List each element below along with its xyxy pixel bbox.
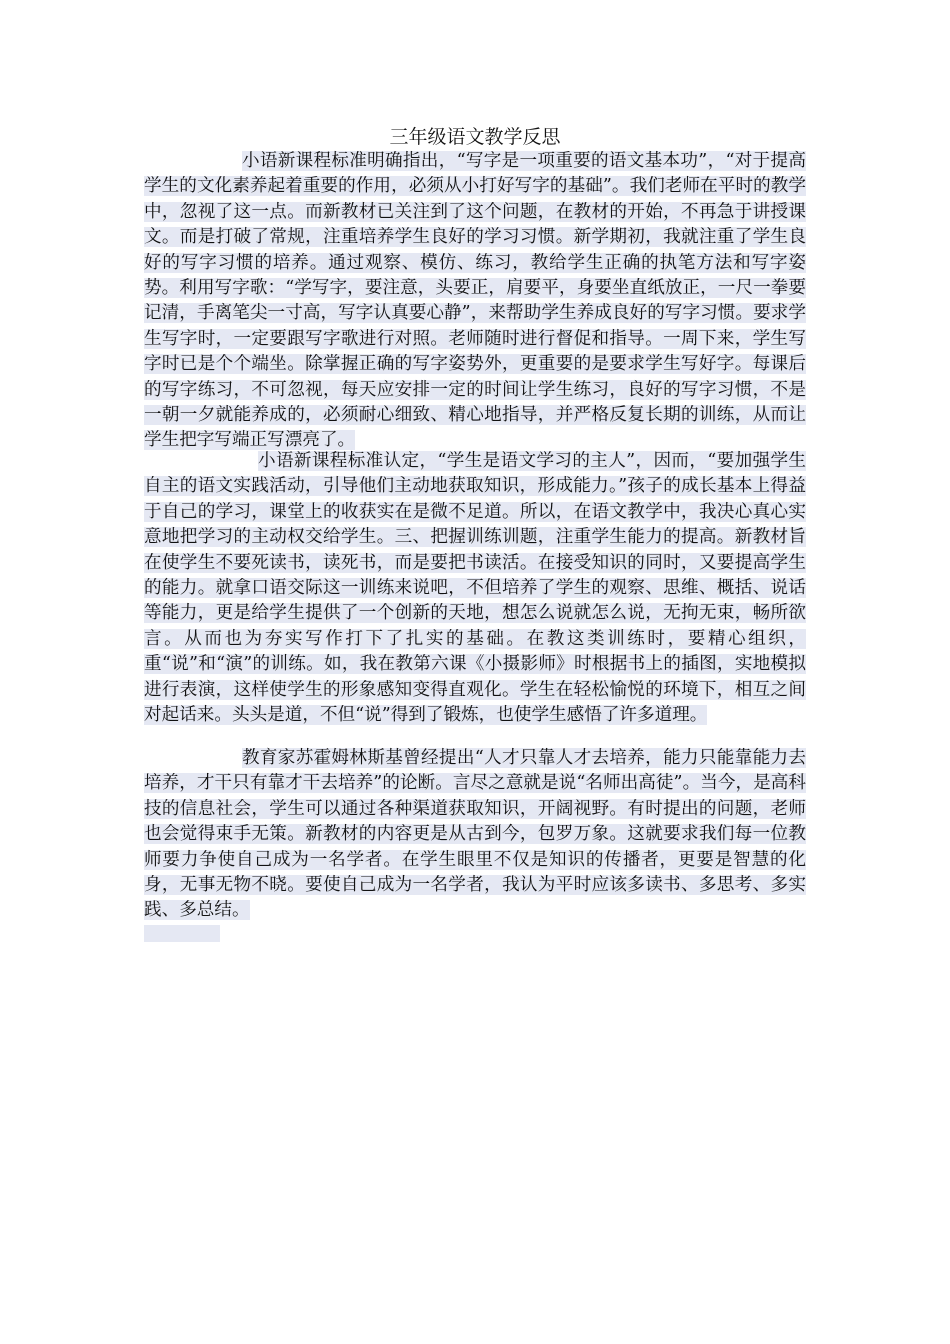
paragraph-2 — [144, 449, 806, 728]
paragraph-3 — [144, 746, 806, 924]
paragraph-1-text: 小语新课程标准明确指出，“写字是一项重要的语文基本功”，“对于提高学生的文化素养起着重要的作用，必须从小打好写字的基础”。我们老师在平时的教学中，忽视了这一点。而新教材已关注到了这个问题，在教材的开始，不再急于讲授课文。而是打破了常规，注重培养学生良好的学习习惯。新学期初，我就注重了学生良好的写字习惯的培养。通过观察、模仿、练习，教给学生正确的执笔方法和写字姿势。利用写字歌：“学写字，要注意，头要正，肩要平，身要坐直纸放正，一尺一拳要记清，手离笔尖一寸高，写字认真要心静”，来帮助学生养成良好的写字习惯。要求学生写字时，一定要跟写字歌进行对照。老师随时进行督促和指导。一周下来，学生写字时已是个个端坐。除掌握正确的写字姿势外，更重要的是要求学生写好字。每课后的写字练习，不可忽视，每天应安排一定的时间让学生练习，良好的写字习惯，不是一朝一夕就能养成的，必须耐心细致、精心地指导，并严格反复长期的训练，从而让学生把字写端正写漂亮了。 — [144, 151, 806, 451]
paragraph-1 — [144, 149, 806, 454]
paragraph-2-text: 小语新课程标准认定，“学生是语文学习的主人”，因而，“要加强学生自主的语文实践活动，引导他们主动地获取知识，形成能力。”孩子的成长基本上得益于自己的学习，课堂上的收获实在是微不足道。所以，在语文教学中，我决心真心实意地把学习的主动权交给学生。三、把握训练训题，注重学生能力的提高。新教材旨在使学生不要死读书，读死书，而是要把书读活。在接受知识的同时，又要提高学生的能力。就拿口语交际这一训练来说吧，不但培养了学生的观察、思维、概括、说话等能力，更是给学生提供了一个创新的天地，想怎么说就怎么说，无拘无束，畅所欲言。从而也为夯实写作打下了扎实的基础。在教这类训练时，要精心组织，重“说”和“演”的训练。如，我在教第六课《小摄影师》时根据书上的插图，实地模拟进行表演，这样使学生的形象感知变得直观化。学生在轻松愉悦的环境下，相互之间对起话来。头头是道，不但“说”得到了锻炼，也使学生感悟了许多道理。 — [144, 451, 806, 726]
empty-highlighted-line — [144, 925, 220, 942]
document-title: 三年级语文教学反思 — [389, 126, 561, 148]
paragraph-3-text: 教育家苏霍姆林斯基曾经提出“人才只靠人才去培养，能力只能靠能力去培养，才干只有靠才干去培养”的论断。言尽之意就是说“名师出高徒”。当今，是高科技的信息社会，学生可以通过各种渠道获取知识，开阔视野。有时提出的问题，老师也会觉得束手无策。新教材的内容更是从古到今，包罗万象。这就要求我们每一位教师要力争使自己成为一名学者。在学生眼里不仅是知识的传播者，更要是智慧的化身，无事无物不晓。要使自己成为一名学者，我认为平时应该多读书、多思考、多实践、多总结。 — [144, 748, 806, 921]
